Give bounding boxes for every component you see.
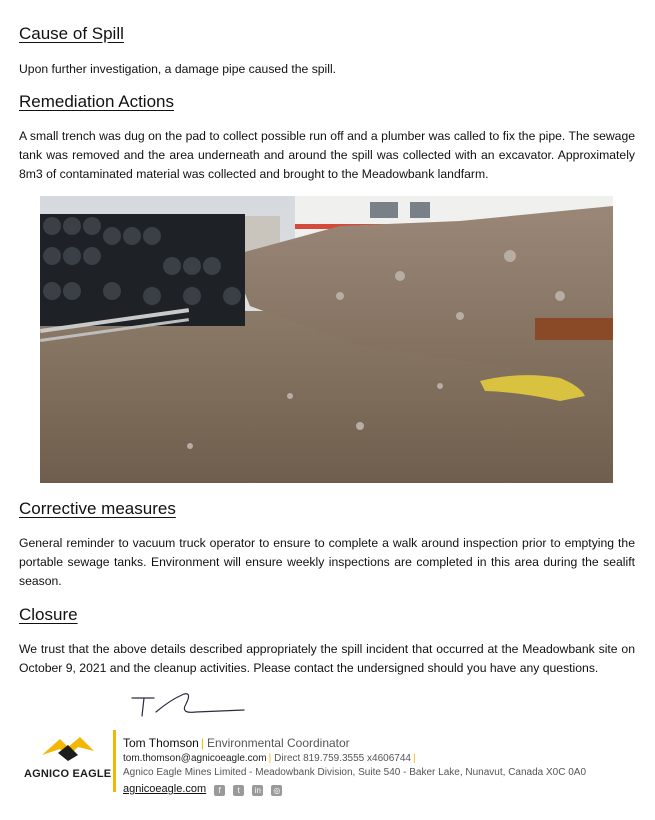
separator: | [200, 736, 204, 750]
signature-name-line [123, 736, 350, 750]
heading-closure: Closure [19, 605, 78, 624]
signature-contact-line [123, 753, 419, 764]
paragraph-closure: We trust that the above details described appropriately the spill incident that occurred at the Meadowbank site on October 9, 2021 and the cleanup activities. Please contact the undersigned should you have any questions. [19, 642, 635, 675]
handwritten-signature [126, 688, 248, 724]
signature-divider [113, 730, 116, 792]
paragraph-corrective-measures: General reminder to vacuum truck operator to ensure to complete a walk around inspection prior to emptying the portable sewage tanks. Environment will ensure weekly inspections are completed in this area during the sealift season. [19, 536, 635, 588]
instagram-icon[interactable]: ◎ [271, 785, 282, 796]
signature-name: Tom Thomson [123, 736, 199, 750]
signature-title: Environmental Coordinator [206, 736, 350, 750]
paragraph-remediation-actions: A small trench was dug on the pad to collect possible run off and a plumber was called to fix the pipe. The sewage tank was removed and the area underneath and around the spill was collected with an excavator. Approximately 8m3 of contaminated material was collected and brought to the Meadowbank landfarm. [19, 129, 635, 181]
paragraph-cause-of-spill: Upon further investigation, a damage pipe caused the spill. [19, 62, 337, 76]
separator: | [412, 753, 416, 764]
linkedin-icon[interactable]: in [252, 785, 263, 796]
signature-phone: Direct 819.759.3555 x4606744 [274, 753, 411, 764]
facebook-icon[interactable]: f [214, 785, 225, 796]
heading-cause-of-spill: Cause of Spill [19, 24, 124, 43]
eagle-icon [38, 735, 98, 765]
website-link[interactable]: agnicoeagle.com [123, 783, 207, 795]
heading-remediation-actions: Remediation Actions [19, 92, 174, 111]
signature-links-line [123, 783, 282, 796]
site-photo [40, 196, 613, 483]
logo-text: AGNICO EAGLE [24, 768, 112, 780]
separator: | [268, 753, 272, 764]
agnico-eagle-logo [20, 735, 115, 795]
heading-corrective-measures: Corrective measures [19, 499, 176, 518]
signature-address: Agnico Eagle Mines Limited - Meadowbank Division, Suite 540 - Baker Lake, Nunavut, Canada X0C 0A0 [123, 767, 587, 778]
twitter-icon[interactable]: t [233, 785, 244, 796]
signature-email[interactable]: tom.thomson@agnicoeagle.com [123, 753, 267, 764]
